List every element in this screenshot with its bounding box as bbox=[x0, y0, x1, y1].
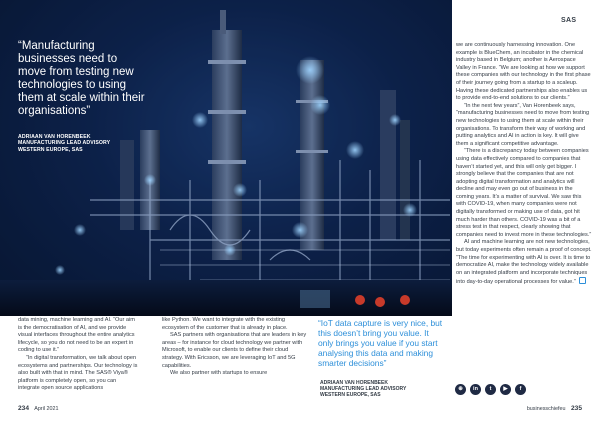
social-icons bbox=[455, 384, 526, 395]
quote-bottom-attribution bbox=[320, 380, 450, 399]
quote-top-name: ADRIAAN VAN HORENBEEK bbox=[18, 134, 91, 140]
end-mark-icon bbox=[579, 277, 586, 284]
brand-label: SAS bbox=[561, 17, 577, 24]
page-number-left: 234 bbox=[18, 405, 30, 412]
page-number-right: 235 bbox=[570, 405, 582, 412]
body-column-1 bbox=[18, 317, 138, 393]
footer-right bbox=[527, 405, 582, 412]
pull-quote-top: “Manufacturing businesses need to move from testing new technologies to using them at scale within their organisations” bbox=[18, 40, 145, 117]
column1-paragraph-1: data mining, machine learning and AI. “Our aim is the democratisation of AI, and we provide visual interfaces throughout the entire analytics lifecycle, so you do not need to be an expert in coding to use it.” bbox=[18, 317, 135, 354]
twitter-icon[interactable]: t bbox=[485, 384, 496, 395]
column2-paragraph-2: SAS partners with organisations that are leaders in key areas – for instance for cloud technology we partner with Microsoft, to enable our clients to define their cloud strategy. With Ericsson, we are leveraging IoT and 5G capabilities. bbox=[162, 332, 307, 369]
column3-paragraph-2: “In the next few years”, Van Horenbeek says, “manufacturing businesses need to move from testing new technologies to using them at scale within their organisations. To transform their way of working and putting analytics and AI in action is key. It will give them a significant competitive advantage. bbox=[456, 102, 590, 147]
column3-paragraph-4-text: AI and machine learning are not new technologies, but today experiments often remain a proof of concept. “The time for experimenting with AI is over. It is time to democratize AI, make the technology widely available on an integrated platform and incorporate techniques into day-to-day operational processes for value.” bbox=[456, 239, 592, 286]
quote-bottom-role-1: MANUFACTURING LEAD ADVISORY bbox=[320, 386, 407, 393]
column3-paragraph-3: “There is a discrepancy today between companies using data effectively compared to companies that haven’t started yet, and this will only get bigger. I strongly believe that the companies that are not adopting digital transformation and analytics will decline and may even go out of business in the coming years. It’s a matter of survival. We saw this with COVID-19, when many companies were not digitally transformed or making use of data, got hit much harder than others. COVID-19 was a bit of a stress test in that respect, clearly showing that companies need to invest more in these technologies.” bbox=[456, 148, 592, 238]
quote-bottom-role-2: WESTERN EUROPE, SAS bbox=[320, 392, 381, 399]
pull-quote-bottom: “IoT data capture is very nice, but this doesn’t bring you value. It only brings you value if you start analysing this data and making smarter decisions” bbox=[318, 318, 443, 368]
quote-top-role-1: MANUFACTURING LEAD ADVISORY bbox=[18, 140, 111, 147]
footer-left bbox=[18, 405, 59, 412]
web-icon[interactable]: ⊕ bbox=[455, 384, 466, 395]
column3-paragraph-4 bbox=[456, 239, 592, 287]
quote-top-attribution bbox=[18, 134, 168, 153]
site-name: businesschiefeu bbox=[526, 406, 566, 412]
column2-paragraph-3: We also partner with startups to ensure bbox=[170, 370, 268, 377]
column1-paragraph-2: “In digital transformation, we talk about open ecosystems and partnerships. Our technology is also built with that in mind. The SAS® Viya® platform is completely open, so you can integrate open source applications bbox=[18, 354, 138, 392]
issue-date: April 2021 bbox=[34, 406, 59, 412]
linkedin-icon[interactable]: in bbox=[470, 384, 481, 395]
quote-bottom-name: ADRIAAN VAN HORENBEEK bbox=[320, 380, 388, 386]
body-column-3 bbox=[456, 42, 592, 287]
body-column-2 bbox=[162, 317, 310, 378]
column3-paragraph-1: we are continuously harnessing innovation. One example is BlueChem, an incubator in the chemical industry based in Belgium; another is Aerospace Valley in France. “We are looking at how we support these companies with our technology in the first phase of their journey going from a startup to a scaleup. Having these dedicated partnerships also enables us to provide end-to-end solutions to our clients.” bbox=[456, 42, 591, 102]
column2-paragraph-1: like Python. We want to integrate with the existing ecosystem of the customer that is already in place. bbox=[162, 317, 288, 331]
youtube-icon[interactable]: ▶ bbox=[500, 384, 511, 395]
quote-top-role-2: WESTERN EUROPE, SAS bbox=[18, 146, 83, 153]
facebook-icon[interactable]: f bbox=[515, 384, 526, 395]
